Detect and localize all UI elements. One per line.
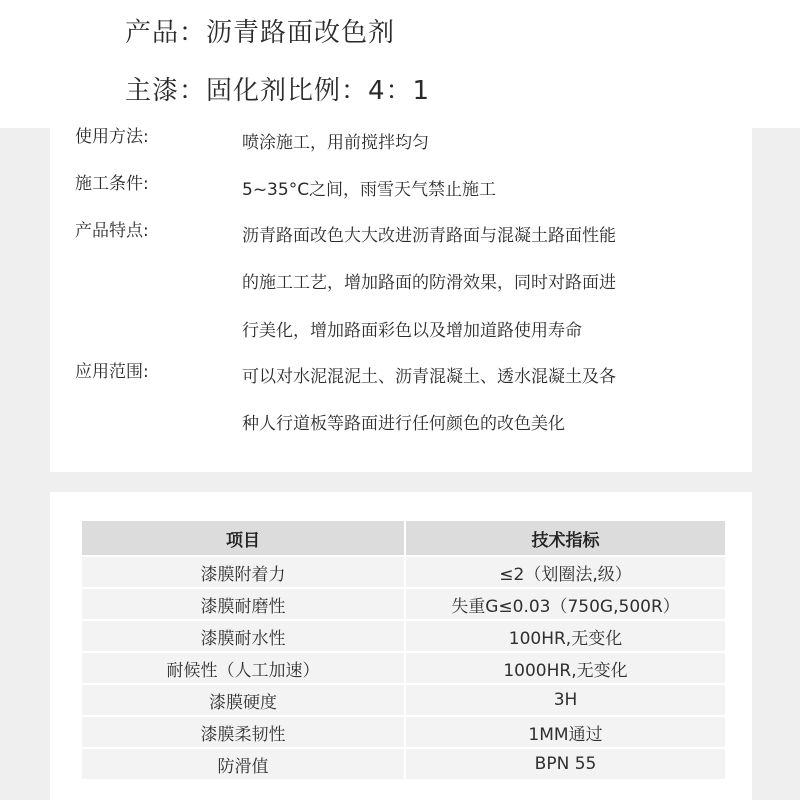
table-row [81, 652, 726, 684]
features-label: 产品特点: [75, 221, 149, 241]
spec-table [80, 519, 727, 781]
header-panel [0, 0, 800, 128]
spec-value-cell: ≤2（划圈法,级） [405, 556, 726, 588]
table-row [81, 716, 726, 748]
spec-value-cell: 1000HR,无变化 [405, 652, 726, 684]
spec-value-cell: 失重G≤0.03（750G,500R） [405, 588, 726, 620]
scope-text-line-1: 可以对水泥混泥土、沥青混凝土、透水混凝土及各 [242, 367, 616, 387]
mix-ratio-line: 主漆：固化剂比例：4：1 [125, 76, 431, 106]
spec-table-header-row [81, 520, 726, 556]
usage-row [75, 114, 192, 161]
spec-item-cell: 漆膜硬度 [81, 684, 405, 716]
usage-text: 喷涂施工，用前搅拌均匀 [242, 133, 429, 153]
spec-item-cell: 漆膜耐水性 [81, 620, 405, 652]
features-text-line-3: 行美化，增加路面彩色以及增加道路使用寿命 [242, 321, 582, 341]
features-text-line-1: 沥青路面改色大大改进沥青路面与混凝土路面性能 [242, 226, 616, 246]
features-text-line-2: 的施工工艺，增加路面的防滑效果，同时对路面进 [242, 273, 616, 293]
scope-text-line-2: 种人行道板等路面进行任何颜色的改色美化 [242, 414, 565, 434]
table-row [81, 620, 726, 652]
spec-item-cell: 漆膜附着力 [81, 556, 405, 588]
spec-item-cell: 防滑值 [81, 748, 405, 780]
table-row [81, 684, 726, 716]
spec-value-cell: BPN 55 [405, 748, 726, 780]
spec-header-indicator: 技术指标 [405, 520, 726, 556]
table-row [81, 748, 726, 780]
spec-value-cell: 3H [405, 684, 726, 716]
product-name-line: 产品：沥青路面改色剂 [125, 18, 396, 48]
table-row [81, 588, 726, 620]
usage-label: 使用方法: [75, 127, 149, 147]
conditions-label: 施工条件: [75, 174, 149, 194]
scope-label: 应用范围: [75, 362, 149, 382]
spec-header-item: 项目 [81, 520, 405, 556]
table-row [81, 556, 726, 588]
conditions-text: 5~35°C之间，雨雪天气禁止施工 [242, 180, 497, 200]
conditions-row [75, 161, 192, 208]
spec-item-cell: 耐候性（人工加速） [81, 652, 405, 684]
scope-row [75, 349, 192, 396]
spec-item-cell: 漆膜柔韧性 [81, 716, 405, 748]
features-row [75, 208, 192, 255]
spec-value-cell: 1MM通过 [405, 716, 726, 748]
spec-item-cell: 漆膜耐磨性 [81, 588, 405, 620]
spec-value-cell: 100HR,无变化 [405, 620, 726, 652]
